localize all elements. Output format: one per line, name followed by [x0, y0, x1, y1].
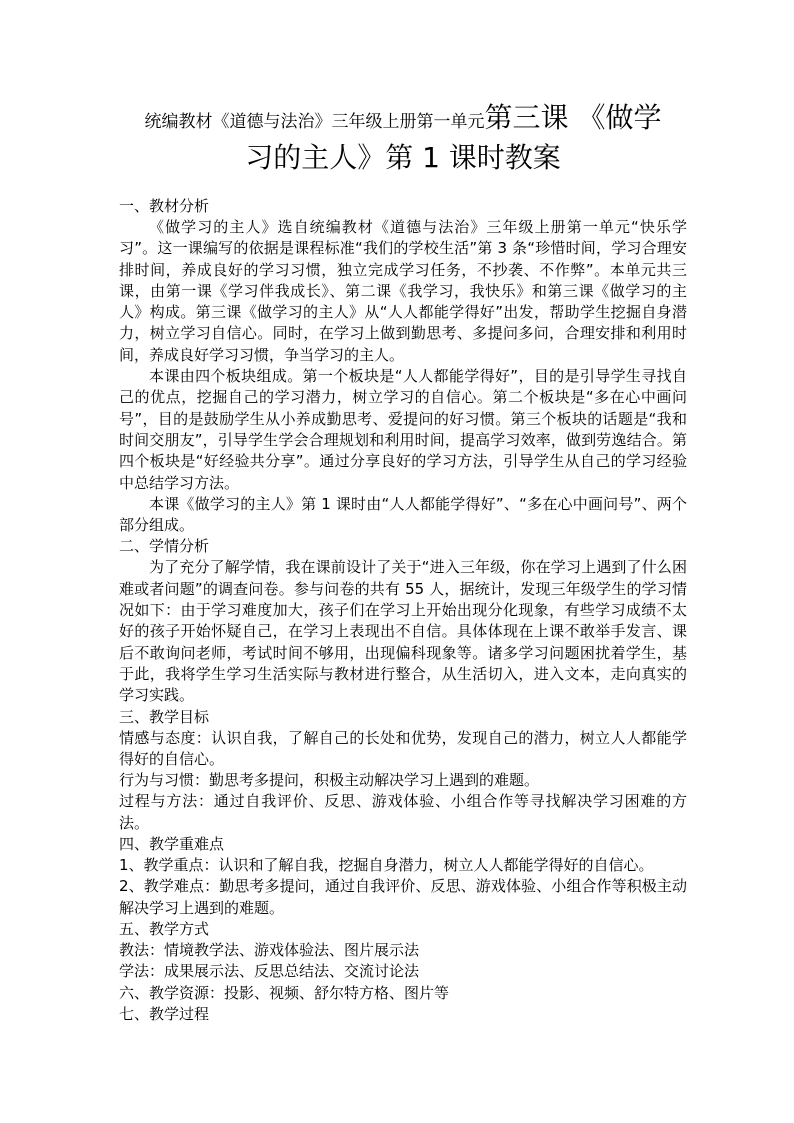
method-line: 教法：情境教学法、游戏体验法、图片展示法	[119, 940, 420, 959]
section-heading-textbook-analysis: 一、教材分析	[119, 197, 210, 215]
key-point-line: 1、教学重点：认识和了解自我，挖掘自身潜力，树立人人都能学得好的自信心。	[119, 856, 654, 875]
method-line: 学法：成果展示法、反思总结法、交流讨论法	[119, 962, 420, 981]
paragraph: 《做学习的主人》选自统编教材《道德与法治》三年级上册第一单元“快乐学习”。这一课编写的依据是课程标准“我们的学校生活”第 3 条“珍惜时间，学习合理安排时间，养成良好的学习习惯，独立完成学习任务，不抄袭、不作弊”。本单元共三课，由第一课《学习伴我成长》、第二课《我学习，我快乐》和第三课《做学习的主人》构成。第三课《做学习的主人》从“人人都能学得好”出发，帮助学生挖掘自身潜力，树立学习自信心。同时，在学习上做到勤思考、多提问多问，合理安排和利用时间，养成良好学习习惯，争当学习的主人。	[119, 218, 687, 364]
goal-line: 行为与习惯：勤思考多提问，积极主动解决学习上遇到的难题。	[119, 771, 540, 790]
section-heading-teaching-process: 七、教学过程	[119, 1004, 210, 1023]
section-heading-teaching-resources: 六、教学资源：投影、视频、舒尔特方格、图片等	[119, 983, 450, 1002]
paragraph: 本课《做学习的主人》第 1 课时由“人人都能学得好”、“多在心中画问号”、两个部分组成。	[119, 494, 687, 535]
section-heading-teaching-methods: 五、教学方式	[119, 919, 210, 938]
title-main-first: 第三课 《做学	[484, 101, 662, 134]
title-main-second: 习的主人》第 1 课时教案	[245, 141, 561, 174]
paragraph: 为了充分了解学情，我在课前设计了关于“进入三年级，你在学习上遇到了什么困难或者问题”的调查问卷。参与问卷的共有 55 人，据统计，发现三年级学生的学习情况如下：由于学习难度加大，孩子们在学习上开始出现分化现象，有些学习成绩不太好的孩子开始怀疑自己，在学习上表现出不自信。具体体现在上课不敢举手发言、课后不敢询问老师，考试时间不够用，出现偏科现象等。诸多学习问题困扰着学生，基于此，我将学生学习生活实际与教材进行整合，从生活切入，进入文本，走向真实的学习实践。	[119, 558, 687, 705]
paragraph: 本课由四个板块组成。第一个板块是“人人都能学得好”，目的是引导学生寻找自己的优点，挖掘自己的学习潜力，树立学习的自信心。第二个板块是“多在心中画问号”，目的是鼓励学生从小养成勤思考、爱提问的好习惯。第三个板块的话题是“我和时间交朋友”，引导学生学会合理规划和利用时间，提高学习效率，做到劳逸结合。第四个板块是“好经验共分享”。通过分享良好的学习方法，引导学生从自己的学习经验中总结学习方法。	[119, 367, 687, 492]
section-heading-teaching-goals: 三、教学目标	[119, 707, 210, 726]
document-title	[119, 100, 687, 176]
title-prefix: 统编教材《道德与法治》三年级上册第一单元	[144, 112, 485, 132]
section-heading-key-points: 四、教学重难点	[119, 835, 225, 854]
key-point-line: 2、教学难点：勤思考多提问，通过自我评价、反思、游戏体验、小组合作等积极主动解决学习上遇到的难题。	[119, 877, 687, 917]
goal-line: 情感与态度：认识自我，了解自己的长处和优势，发现自己的潜力，树立人人都能学得好的自信心。	[119, 728, 687, 768]
section-heading-learner-analysis: 二、学情分析	[119, 537, 210, 556]
goal-line: 过程与方法：通过自我评价、反思、游戏体验、小组合作等寻找解决学习困难的方法。	[119, 792, 687, 832]
document-page	[119, 100, 687, 1025]
